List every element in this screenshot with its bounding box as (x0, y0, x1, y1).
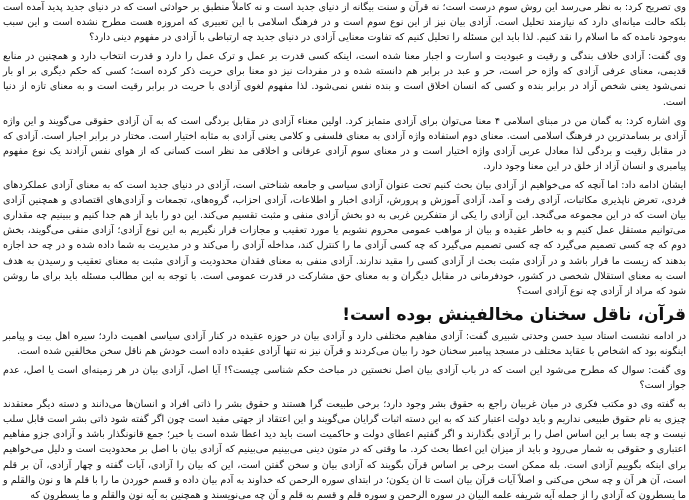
section-heading: قرآن، ناقل سخنان مخالفینش بوده است! (342, 304, 686, 325)
article-paragraph-2: وی گفت: آزادی خلاف بندگی و رقیت و عبودیت و اسارت و اجبار معنا شده است، اینکه کسی قدرت بر عمل و ترک عمل را دارد و قدرت انتخاب دارد و همچنین در منابع قدیمی، معنای عرفی آزادی که واژه حر است، حر و عبد در برابر هم دانسته شده و در مفردات نیز دو معنا برای حریت ذکر کرده است؛ کسی که حکم دیگری بر او بار نمی‌شود یعنی شخص آزاد در برابر بنده و کسی که انسان اخلاق است و بنده نفس نمی‌شود. لذا مفهوم لغوی آزادی با حریت در برابر رقیت است و به معنای تازه از دنیا است. (3, 51, 686, 108)
article-paragraph-4: ایشان ادامه داد: اما آنچه که می‌خواهیم از آزادی بیان بحث کنیم تحت عنوان آزادی سیاسی و جامعه شناختی است، آزادی در دنیای جدید است که به معنای آزادی عملکردهای فردی، تعرض ناپذیری مکاتبات، آزادی رفت و آمد، آزادی آموزش و پرورش، آزادی اخبار و اطلاعات، آزادی احزاب، گروه‌های، تجمعات و آزادی‌های اقتصادی و همچنین آزادی بیان است که در این مجموعه می‌گنجد. این آزادی را یکی از متفکرین غربی به دو بخش آزادی منفی و مثبت تقسیم می‌کند. این دو را باید از هم جدا کنیم و ببینیم چه مقداری می‌توانیم مستقل عمل کنیم و به خاطر عقیده و بیان از مواهب عمومی محروم نشویم یا مورد تعقیب و مجازات قرار نگیریم به این نوع آزادی؛ آزادی منفی می‌گویند، بخش دوم که چه کسی تصمیم می‌گیرد که چه کسی تصمیم می‌گیرد که چه کسی آزادی ما را کنترل کند، مداخله آزادی را می‌کند و در مدیریت به شما داده شده و در چه حد اجازه بدهند که زیست ما قرار باشد و در آزادی مثبت بحث از آزادی کسی را مقید ندارند. آزادی منفی به معنای فقدان محدودیت و آزادی مثبت به معنای تعقیب و رسیدن به هدف است به معنای استقلال شخصی در کشور، خودفرمانی در مقابل دیگران و به معنای حق مشارکت در قدرت عمومی است. با توجه به این مطالب مسئله باید برای ما روشن شود که مراد از آزادی چه نوع آزادی است؟ (3, 180, 686, 297)
article-paragraph-6: وی گفت: سوال که مطرح می‌شود این است که در باب آزادی بیان اصل نخستین در مباحث حکم شناسی چیست؟! آیا اصل، آزادی بیان در هر زمینه‌ای است یا اصل، عدم جواز است؟ (3, 364, 686, 392)
article-paragraph-7: به گفته وی دو مکتب فکری در میان غربیان راجع به حقوق بشر وجود دارد؛ برخی طبیعت گرا هستند و حقوق بشر را ذاتی افراد و انسان‌ها می‌دانند و دسته دیگر معتقدند چیزی به نام حقوق طبیعی نداریم و باید دولت اعتبار کند که به این دسته اثبات گرایان می‌گویند و این اعتقاد از جهتی مفید است چون اگر گفته شود ذاتی بشر است قابل سلب نیست و چه بسا بر این اساس اصل را بر آزادی بگذارند و اگر گفتیم اعطای دولت و حاکمیت است باید دید اعطا شده است یا خیر؛ جمع قانونگذار باشد و آزادی جزو مفاهیم اعتباری و حقوقی به شمار می‌رود و باید از میزان این اعطا بحث کرد. ما وقتی که در متون دینی می‌بینیم می‌بینیم که آزادی بیان با اصل بر محدودیت است و دلیل می‌خواهیم برای اینکه بگوییم آزادی است. بله ممکن است برخی بر اساس قرآن بگویند که آزادی بیان و سخن گفتن است، این که بیان را آزادی، آیات گفته و چهار آزادی، آن بر قلم است، آن هر آن و چه سخن می‌کنی و اصلاً آیات قرآن بیان است تا ان یکون؛ در ابتدای سوره الرحمن که خداوند به آدم بیان داده و قسم خوردن ما را با قلم ها و نون والقلم و ما یسطرون که آزادی را از جمله آیه شریفه علمه البیان در سوره الرحمن و سوره قلم و قسم به قلم و آن چه می‌نویسند و همچنین به آیه نون والقلم و ما یسطرون که (3, 399, 686, 500)
article-paragraph-1: وی تصریح کرد: به نظر می‌رسد این روش سوم درست است؛ نه قرآن و سنت بیگانه از دنیای جدید است و نه کاملاً منطبق بر حوادثی است که در دنیای جدید پدید آمده است بلکه حالت میانه‌ای دارد که نیازمند تحلیل است. آزادی بیان نیز از این نوع سوم است و در فرهنگ اسلامی با این تعبیری که امروزه هست مطرح نشده است و این سبب به‌وجود نامده که ما اسلام را نقد کنیم. لذا باید این مسئله را تحلیل کنیم که تفاوت معنایی آزادی در دنیای جدید چه ارتباطی با آزادی در مفهوم دینی دارد؟ (3, 2, 686, 44)
article-paragraph-5: در ادامه نشست استاد سید حسن وحدتی شبیری گفت: آزادی مفاهیم مختلفی دارد و آزادی بیان در حوزه عقیده در کنار آزادی سیاسی اهمیت دارد؛ سیره اهل بیت و پیامبر اینگونه بود که اشخاص با عقاید مختلف در مسجد پیامبر سخنان خود را بیان می‌کردند و قرآن نیز نه تنها آزادی عقیده داده است خودش هم ناقل سخن مخالفین شده است. (3, 330, 686, 357)
article-paragraph-3: وی اشاره کرد: به گمان من در مبنای اسلامی ۴ معنا می‌توان برای آزادی متمایز کرد. اولین معناء آزادی در مقابل بردگی است که به آن آزادی حقوقی می‌گویند و این واژه آزادی بر بسامدترین در فرهنگ اسلامی است. معنای دوم استفاده واژه آزادی به معنای فلسفی و کلامی یعنی آزادی به مثابه اختیار است. مختار در برابر اجبار است. آزادی که در مقابل رقیت و بردگی لذا معادل عربی آزادی واژه اختیار است و در معنای سوم آزادی عرفانی و اخلاقی مد نظر است کسانی که از هوای نفس آزادند یک نوع مفهوم پیامبری و انسان آزاد از خلق در این معنا وجود دارد. (3, 115, 686, 172)
